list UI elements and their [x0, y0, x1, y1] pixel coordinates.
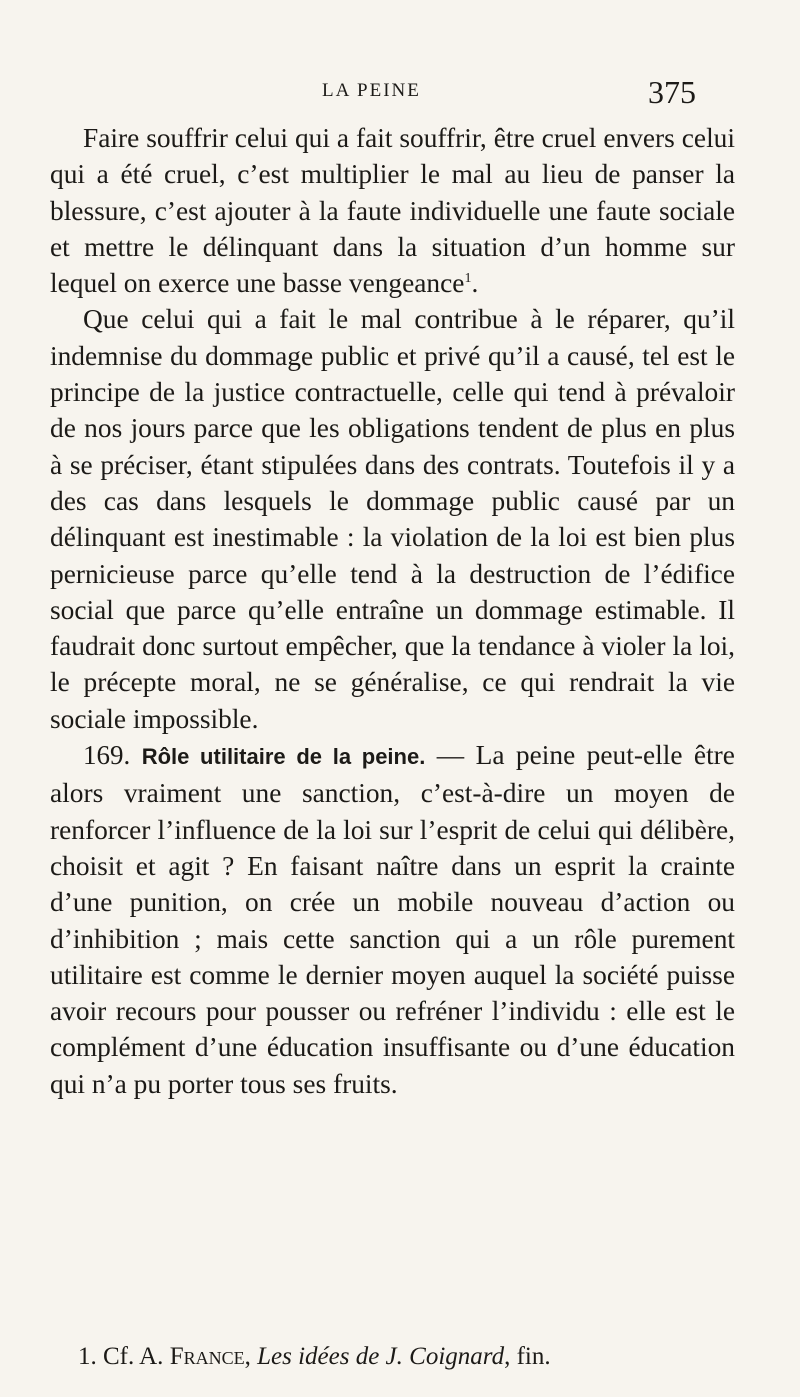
paragraph-contractual-justice	[50, 301, 735, 737]
paragraph-cruelty-text: Faire souffrir celui qui a fait souffrir, être cruel envers celui qui a été cruel, c’est multiplier le mal au lieu de panser la blessure, c’est ajouter à la faute individuelle une faute sociale et mettre le délinquant dans la situation d’un homme sur lequel on exerce une basse vengeance	[50, 123, 735, 299]
footnote-suffix: , fin.	[504, 1343, 551, 1370]
footnote-author: France	[169, 1343, 245, 1370]
section-169-text: — La peine peut-elle être alors vraiment une sanction, c’est-à-dire un moyen de renforcer l’influence de la loi sur l’esprit de celui qui délibère, choisit et agit ? En faisant naître dans un esprit la crainte d’une punition, on crée un mobile nouveau d’action ou d’inhibition ; mais cette sanction qui a un rôle purement utilitaire est comme le dernier moyen auquel la société puisse avoir recours pour pousser ou refréner l’individu : elle est le complément d’une éducation insuffisante ou d’une éducation qui n’a pu porter tous ses fruits.	[50, 740, 735, 1099]
page-number: 375	[648, 74, 696, 110]
running-head	[0, 76, 800, 116]
footnote-prefix: Cf. A.	[103, 1343, 164, 1370]
section-169	[50, 737, 735, 1102]
running-title: LA PEINE	[322, 80, 421, 101]
footnote-work-title: Les idées de J. Coignard	[257, 1343, 505, 1370]
section-title: Rôle utilitaire de la peine.	[141, 744, 426, 770]
paragraph-contractual-justice-text: Que celui qui a fait le mal contribue à le réparer, qu’il indemnise du dommage public et privé qu’il a causé, tel est le principe de la justice contractuelle, celle qui tend à prévaloir de nos jours parce que les obligations tendent de plus en plus à se préciser, étant stipulées dans des contrats. Toutefois il y a des cas dans lesquels le dommage public causé par un délinquant est inestimable : la violation de la loi est bien plus pernicieuse parce qu’elle tend à la destruction de l’édifice social que parce qu’elle entraîne un dommage estimable. Il faudrait donc surtout empêcher, que la tendance à violer la loi, le précepte moral, ne se généralise, ce qui rendrait la vie sociale impossible.	[50, 304, 735, 734]
paragraph-cruelty	[50, 120, 735, 301]
section-number: 169.	[83, 740, 131, 771]
footnote: 1. Cf. A. France, Les idées de J. Coignard, fin.	[78, 1343, 551, 1370]
footnote-reference: 1	[464, 271, 472, 287]
paragraph-cruelty-end: .	[471, 268, 479, 299]
body-text	[50, 120, 735, 1102]
footnote-marker: 1.	[78, 1343, 97, 1370]
